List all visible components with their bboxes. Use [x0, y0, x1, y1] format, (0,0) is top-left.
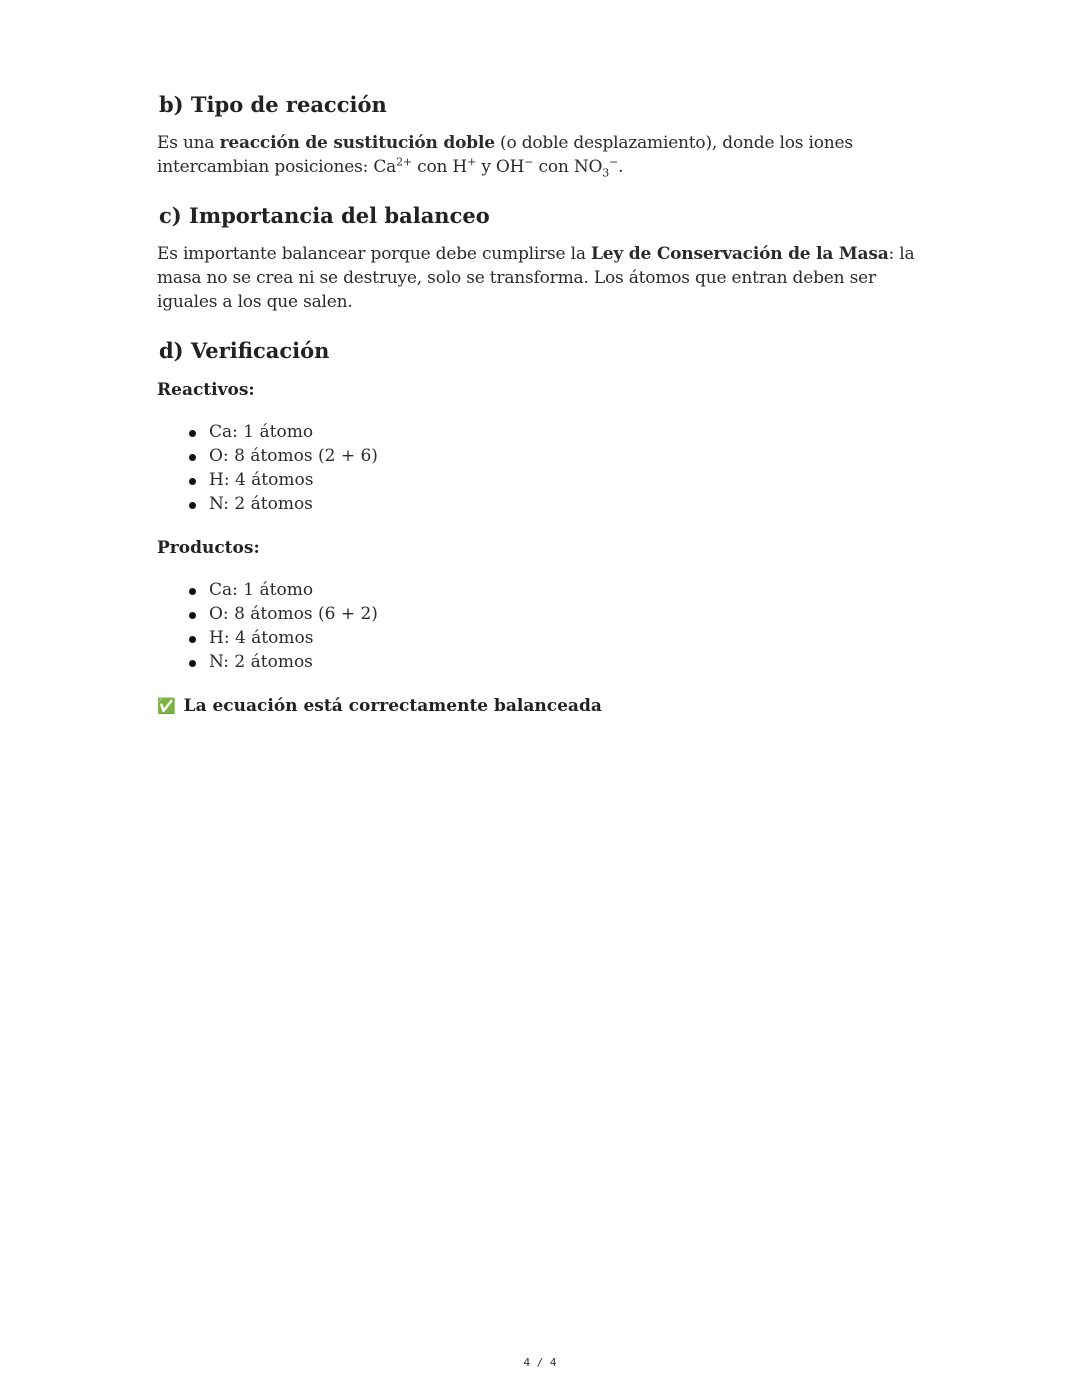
list-item: Ca: 1 átomo: [209, 420, 917, 444]
bold-term-sustitucion: reacción de sustitución doble: [219, 133, 495, 154]
section-c-paragraph: Es importante balancear porque debe cumplirse la Ley de Conservación de la Masa: la masa no se crea ni se destruye, solo se transforma. Los átomos que entran deben ser iguales a los que salen.: [157, 244, 915, 313]
list-item: H: 4 átomos: [209, 626, 917, 650]
reactivos-list: [157, 420, 917, 516]
section-b-paragraph: Es una reacción de sustitución doble (o doble desplazamiento), donde los iones intercambian posiciones: $Ca^{2+}$ con H+ y OH− con $NO_3^-$.: [157, 133, 853, 180]
productos-list: [157, 578, 917, 674]
check-mark-icon: ✅: [157, 696, 176, 715]
list-item: O: 8 átomos (6 + 2): [209, 602, 917, 626]
section-title-c: c) Importancia del balanceo: [159, 203, 490, 229]
list-item: N: 2 átomos: [209, 650, 917, 674]
list-item: N: 2 átomos: [209, 492, 917, 516]
page-number: 4 / 4: [523, 1356, 557, 1369]
bold-term-ley: Ley de Conservación de la Masa: [591, 244, 889, 265]
list-item: H: 4 átomos: [209, 468, 917, 492]
section-tipo-reaccion: [157, 92, 917, 179]
list-item: O: 8 átomos (2 + 6): [209, 444, 917, 468]
list-item: Ca: 1 átomo: [209, 578, 917, 602]
conclusion-text: La ecuación está correctamente balanceada: [183, 695, 602, 716]
section-title-b: b) Tipo de reacción: [159, 92, 387, 117]
document-page: [157, 92, 917, 718]
section-importancia-balanceo: [157, 203, 917, 314]
section-verificacion: [157, 338, 917, 717]
productos-label: Productos:: [157, 537, 260, 558]
reactivos-label: Reactivos:: [157, 379, 255, 400]
conclusion-line: [157, 694, 917, 718]
section-title-d: d) Verificación: [159, 338, 330, 364]
